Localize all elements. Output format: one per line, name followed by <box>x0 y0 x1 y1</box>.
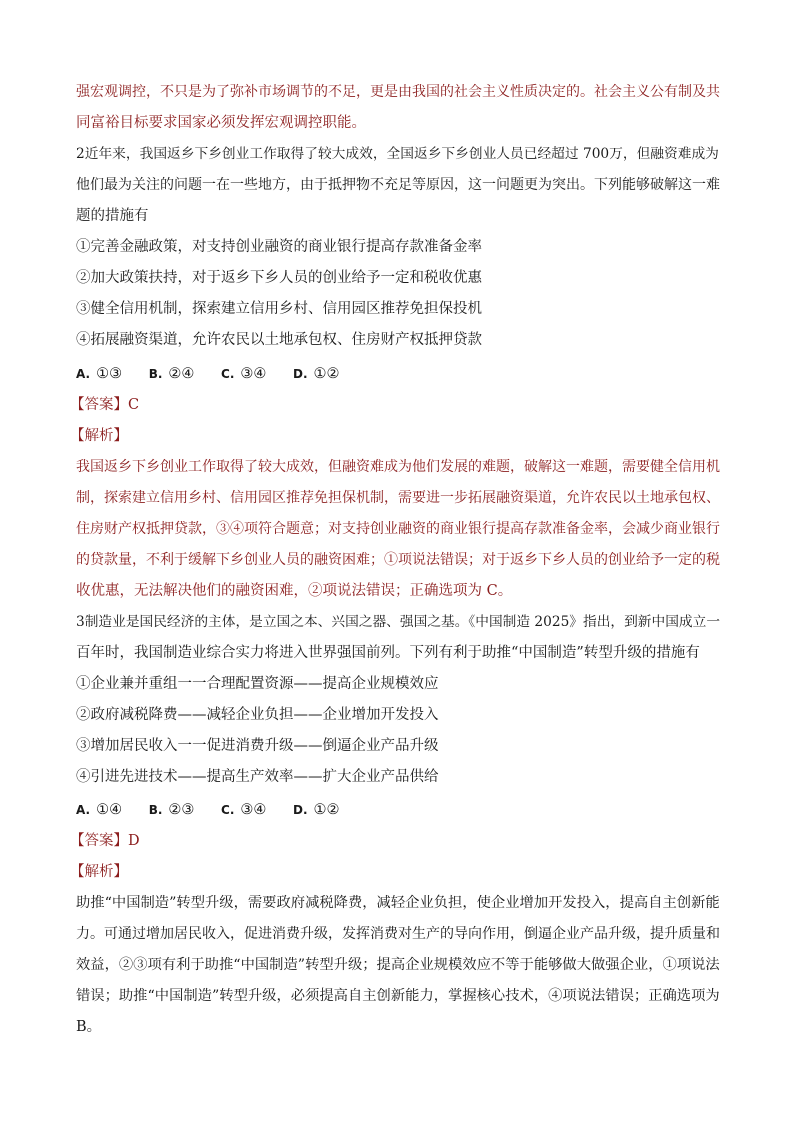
q3-analysis-line-4: 错误；助推“中国制造”转型升级，必须提高自主创新能力，掌握核心技术，④项说法错误；正确选项为 <box>76 988 720 1004</box>
q2-stem-line-2: 他们最为关注的问题一在一些地方，由于抵押物不充足等原因，这一问题更为突出。下列能够破解这一难 <box>76 177 720 193</box>
q3-option-d-label: D. <box>293 803 308 817</box>
q3-item-1: ①企业兼并重组一一合理配置资源——提高企业规模效应 <box>76 676 439 692</box>
q2-option-c: ③④ <box>240 366 267 382</box>
q3-item-4: ④引进先进技术——提高生产效率——扩大企业产品供给 <box>76 769 439 785</box>
q3-option-c: ③④ <box>240 802 267 818</box>
q2-analysis-line-1: 我国返乡下乡创业工作取得了较大成效，但融资难成为他们发展的难题，破解这一难题，需要健全信用机 <box>76 459 720 475</box>
q2-answer: 【答案】C <box>70 397 140 413</box>
q2-option-d: ①② <box>313 366 340 382</box>
q3-option-a: ①④ <box>96 802 123 818</box>
q2-item-4: ④拓展融资渠道，允许农民以土地承包权、住房财产权抵押贷款 <box>76 332 482 348</box>
q2-analysis-line-2: 制，探索建立信用乡村、信用园区推荐免担保机制，需要进一步拓展融资渠道，允许农民以土地承包权、 <box>76 490 720 506</box>
q2-option-c-label: C. <box>221 367 235 381</box>
q2-option-b-label: B. <box>148 367 163 381</box>
q2-analysis-heading: 【解析】 <box>70 428 128 444</box>
q2-option-a-label: A. <box>76 367 91 381</box>
q3-answer: 【答案】D <box>70 833 140 849</box>
q2-option-a: ①③ <box>96 366 123 382</box>
q3-analysis-line-3: 效益，②③项有利于助推“中国制造”转型升级；提高企业规模效应不等于能够做大做强企业，①项说法 <box>76 957 720 973</box>
q2-stem-line-1: 2近年来，我国返乡下乡创业工作取得了较大成效，全国返乡下乡创业人员已经超过 700万，但融资难成为 <box>76 146 719 162</box>
q2-options <box>76 364 362 384</box>
q2-item-1: ①完善金融政策，对支持创业融资的商业银行提高存款准备金率 <box>76 239 482 255</box>
q3-stem-line-1: 3制造业是国民经济的主体，是立国之本、兴国之器、强国之基。《中国制造 2025》指出，到新中国成立一 <box>76 614 721 630</box>
q2-option-d-label: D. <box>293 367 308 381</box>
q2-analysis-line-5: 收优惠，无法解决他们的融资困难，②项说法错误；正确选项为 C。 <box>76 583 513 599</box>
q3-item-3: ③增加居民收入一一促进消费升级——倒逼企业产品升级 <box>76 738 439 754</box>
q3-option-b-label: B. <box>148 803 163 817</box>
q3-option-c-label: C. <box>221 803 235 817</box>
q3-option-a-label: A. <box>76 803 91 817</box>
q3-analysis-line-1: 助推“中国制造”转型升级，需要政府减税降费，减轻企业负担，使企业增加开发投入，提高自主创新能 <box>76 895 720 911</box>
q3-stem-line-2: 百年时，我国制造业综合实力将进入世界强国前列。下列有利于助推“中国制造”转型升级的措施有 <box>76 645 700 661</box>
q2-option-b: ②④ <box>168 366 195 382</box>
q3-option-d: ①② <box>313 802 340 818</box>
q2-analysis-line-4: 的贷款量，不利于缓解下乡创业人员的融资困难；①项说法错误；对于返乡下乡人员的创业给予一定的税 <box>76 552 720 568</box>
q3-option-b: ②③ <box>168 802 195 818</box>
q2-item-3: ③健全信用机制，探索建立信用乡村、信用园区推荐免担保投机 <box>76 301 482 317</box>
q3-options <box>76 800 362 820</box>
intro-line-2: 同富裕目标要求国家必须发挥宏观调控职能。 <box>76 115 366 131</box>
intro-line-1: 强宏观调控，不只是为了弥补市场调节的不足，更是由我国的社会主义性质决定的。社会主义公有制及共 <box>76 84 720 100</box>
q3-analysis-heading: 【解析】 <box>70 864 128 880</box>
q2-stem-line-3: 题的措施有 <box>76 208 149 224</box>
q2-analysis-line-3: 住房财产权抵押贷款，③④项符合题意；对支持创业融资的商业银行提高存款准备金率，会减少商业银行 <box>76 521 720 537</box>
q3-item-2: ②政府减税降费——减轻企业负担——企业增加开发投入 <box>76 707 439 723</box>
q2-item-2: ②加大政策扶持，对于返乡下乡人员的创业给予一定和税收优惠 <box>76 270 482 286</box>
q3-analysis-line-2: 力。可通过增加居民收入，促进消费升级，发挥消费对生产的导向作用，倒逼企业产品升级，提升质量和 <box>76 926 720 942</box>
q3-analysis-line-5: B。 <box>76 1019 102 1035</box>
